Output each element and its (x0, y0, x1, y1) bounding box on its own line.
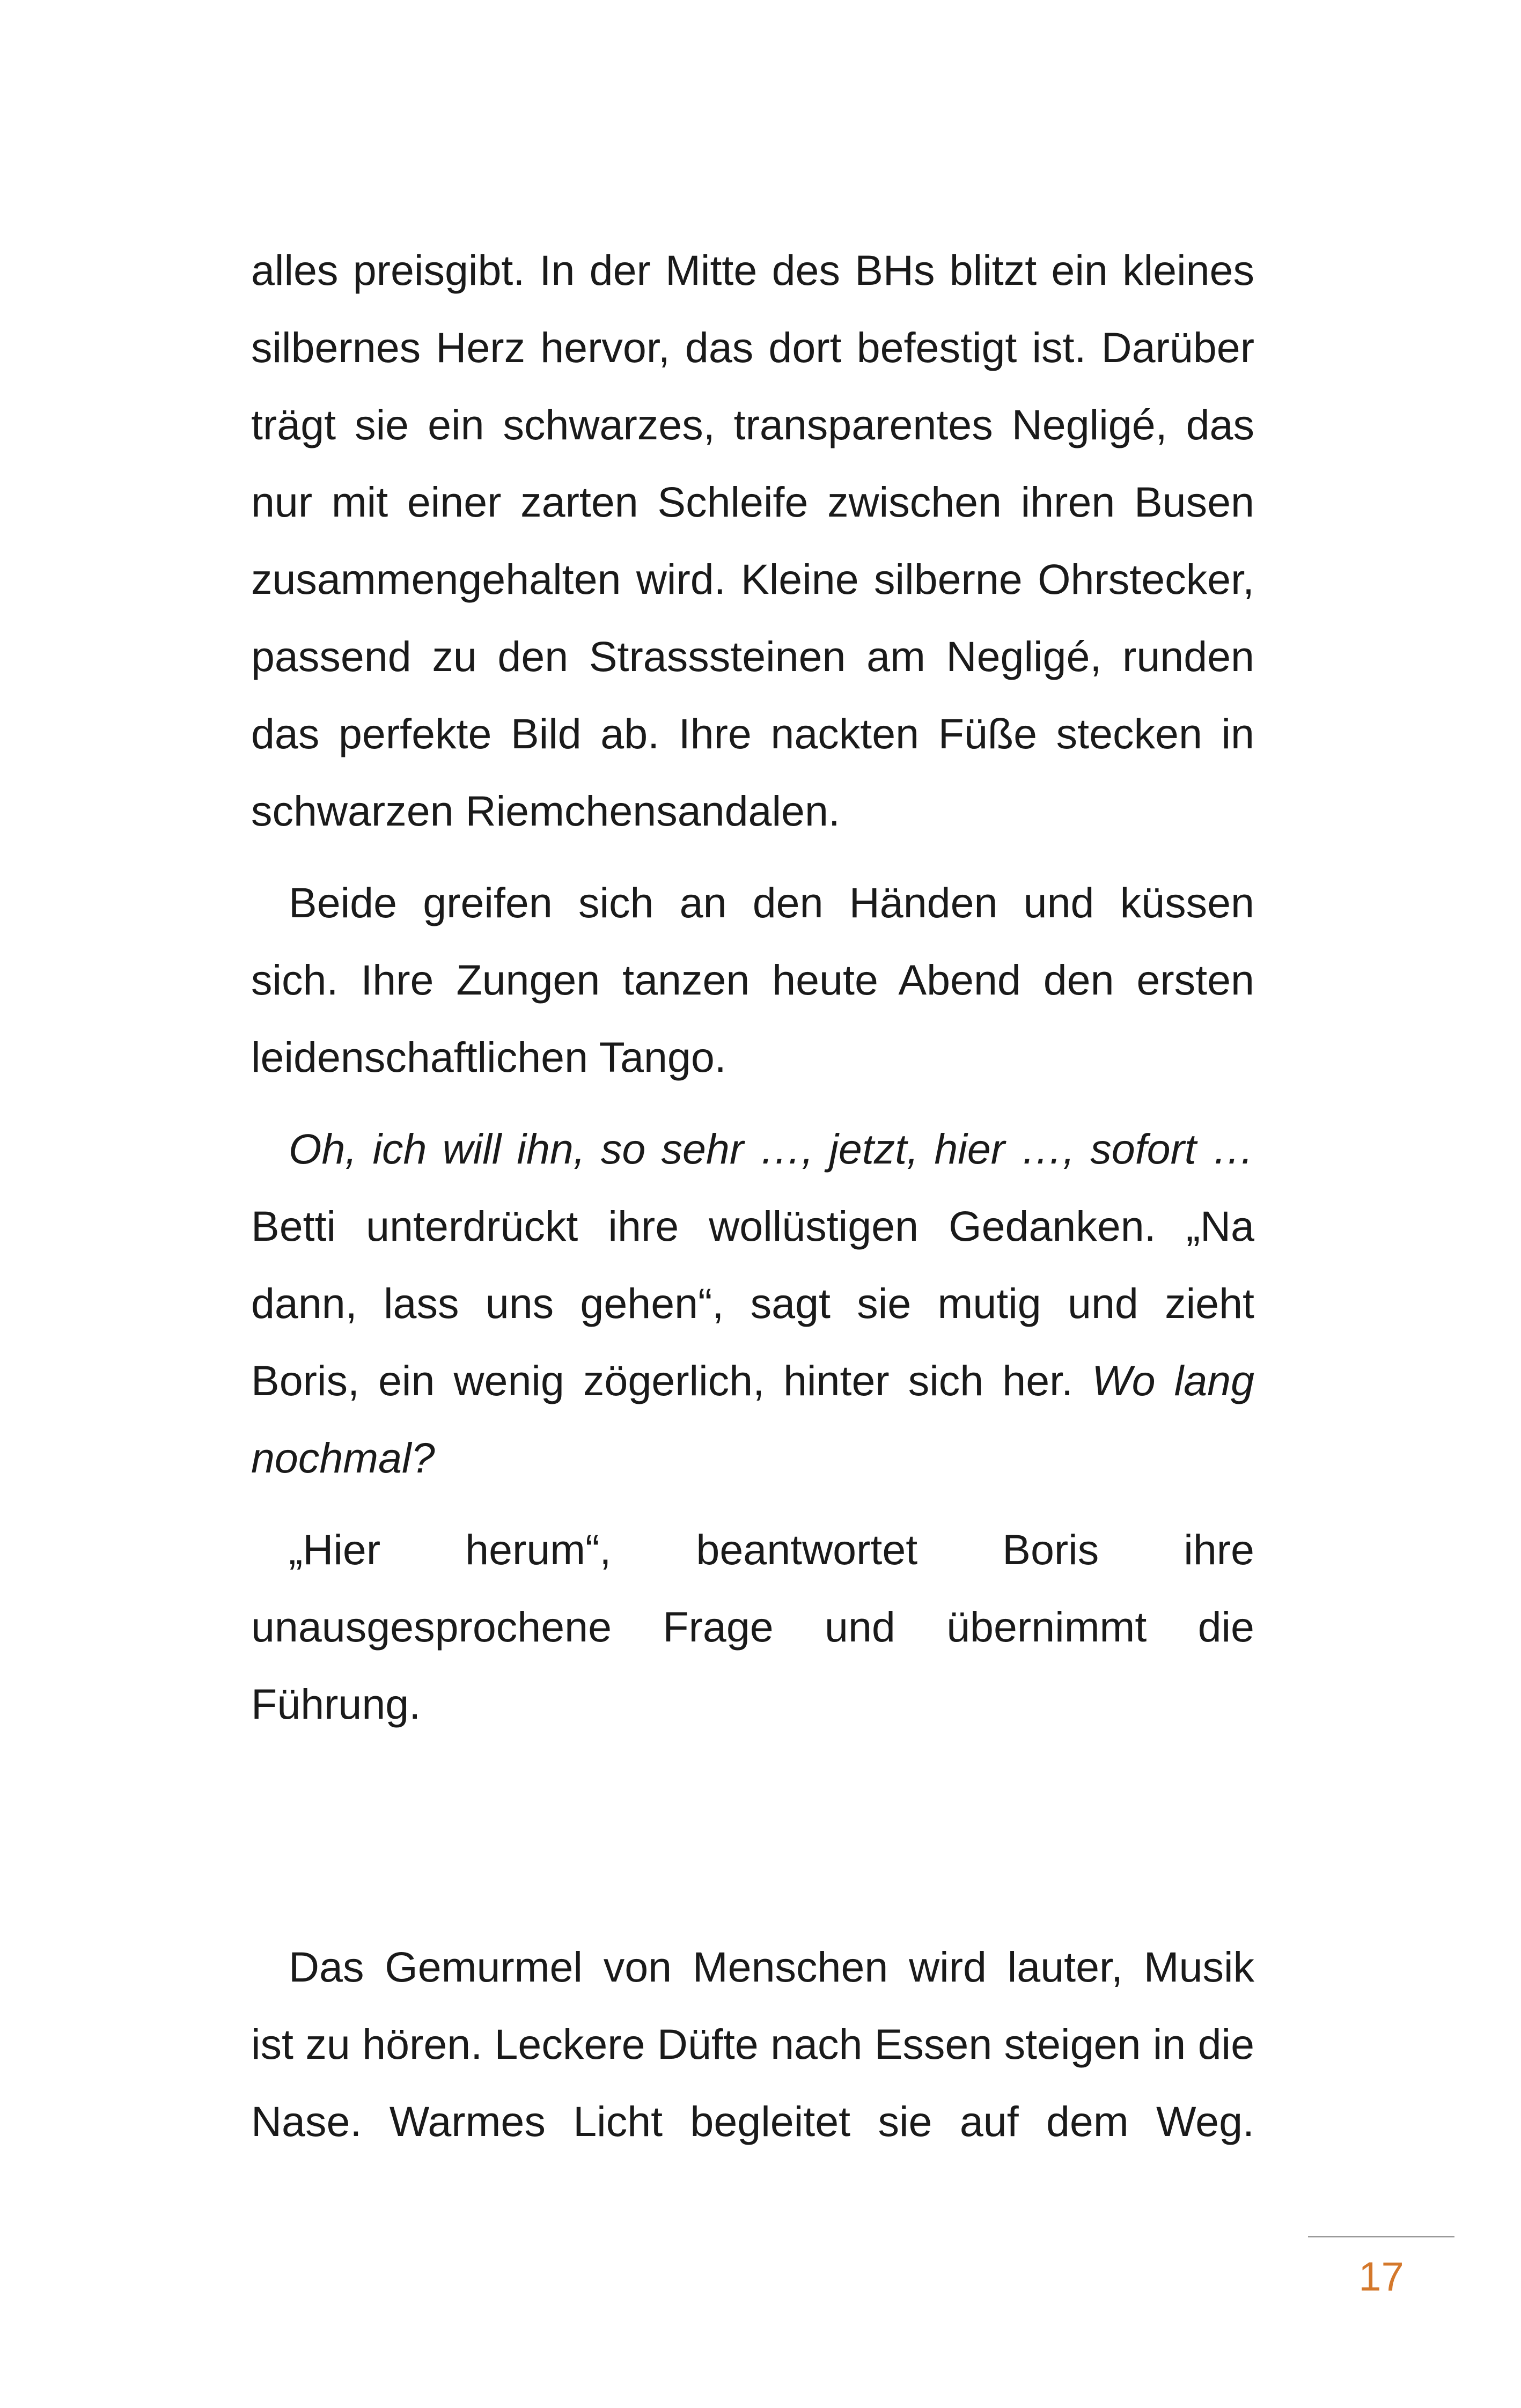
paragraph-3-question: Wo lang nochmal? (251, 1357, 1255, 1482)
text-block-lower (251, 1928, 1254, 2175)
paragraph-5: Das Gemurmel von Menschen wird lauter, Musik ist zu hören. Leckere Düfte nach Essen steigen in die Nase. Warmes Licht begleitet sie auf dem Weg. (251, 1943, 1254, 2145)
paragraph-2: Beide greifen sich an den Händen und küssen sich. Ihre Zungen tanzen heute Abend den ersten leidenschaftlichen Tango. (251, 879, 1254, 1081)
paragraph-1: alles preisgibt. In der Mitte des BHs blitzt ein kleines silbernes Herz hervor, das dort befestigt ist. Darüber trägt sie ein schwarzes, transparentes Negligé, das nur mit einer zarten Schleife zwischen ihren Busen zusammengehalten wird. Kleine silberne Ohrstecker, passend zu den Strasssteinen am Negligé, runden das perfekte Bild ab. Ihre nackten Füße stecken in schwarzen Riemchensandalen. (251, 246, 1254, 835)
page-number: 17 (1358, 2254, 1404, 2300)
paragraph-4: „Hier herum“, beantwortet Boris ihre unausgesprochene Frage und übernimmt die Führung. (251, 1526, 1254, 1728)
paragraph-3-thought: Oh, ich will ihn, so sehr …, jetzt, hier …, sofort … (289, 1125, 1254, 1173)
paragraph-3 (251, 1110, 1254, 1497)
paragraph-3-narration: Betti unterdrückt ihre wollüstigen Gedanken. „Na dann, lass uns gehen“, sagt sie mutig und zieht Boris, ein wenig zögerlich, hinter sich her. (251, 1202, 1254, 1404)
text-block-upper (251, 232, 1254, 1757)
footer-rule (1308, 2236, 1454, 2237)
